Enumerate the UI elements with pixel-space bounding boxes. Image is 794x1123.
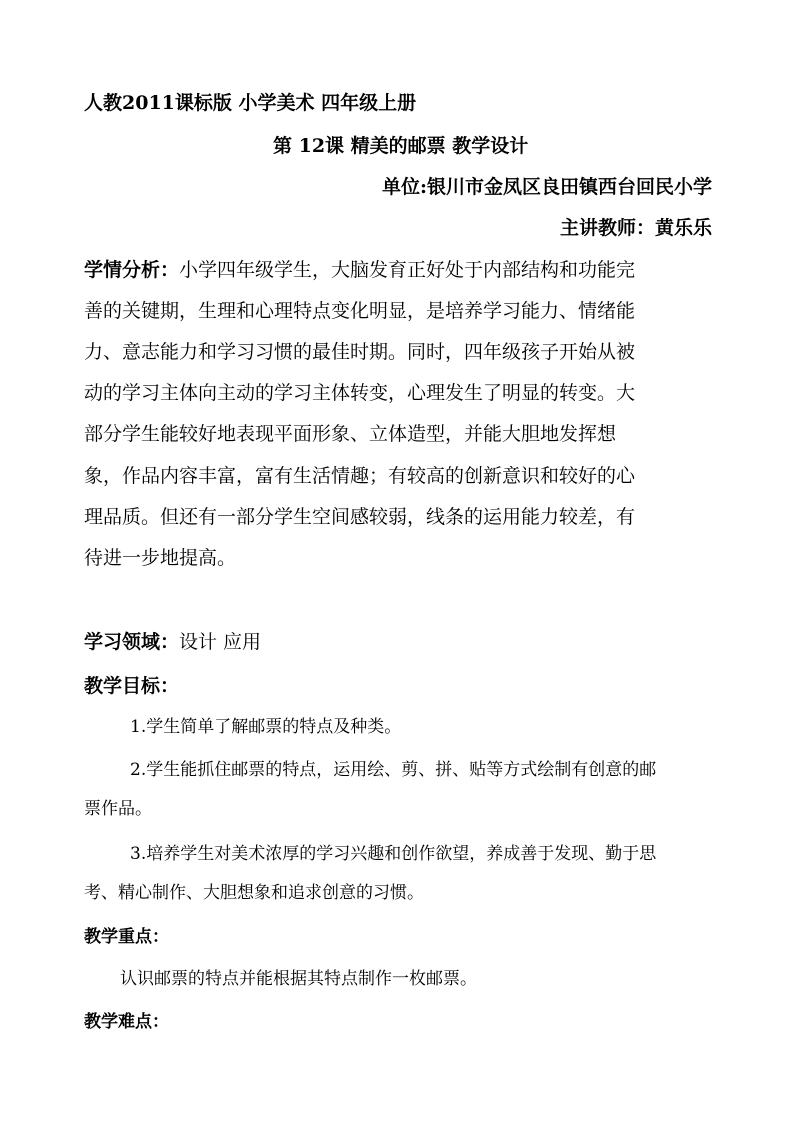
analysis-label: 学情分析： xyxy=(84,259,180,281)
goal-item: 1.学生简单了解邮票的特点及种类。 xyxy=(130,717,402,737)
analysis-line: 善的关键期，生理和心理特点变化明显，是培养学习能力、情绪能 xyxy=(84,300,636,322)
lesson-title: 第 12课 精美的邮票 教学设计 xyxy=(273,135,529,157)
difficulties-heading: 教学难点： xyxy=(84,1012,169,1032)
series-line: 人教2011课标版 小学美术 四年级上册 xyxy=(84,92,417,114)
analysis-text: 小学四年级学生，大脑发育正好处于内部结构和功能完 xyxy=(179,259,636,281)
goal-item: 2.学生能抓住邮票的特点，运用绘、剪、拼、贴等方式绘制有创意的邮 xyxy=(130,760,657,780)
analysis-line: 理品质。但还有一部分学生空间感较弱，线条的运用能力较差，有 xyxy=(84,506,636,528)
analysis-line: 动的学习主体向主动的学习主体转变，心理发生了明显的转变。大 xyxy=(84,382,636,404)
analysis-line: 部分学生能较好地表现平面形象、立体造型，并能大胆地发挥想 xyxy=(84,423,617,445)
teacher-name: 主讲教师：黄乐乐 xyxy=(559,217,712,239)
analysis-line: 象，作品内容丰富，富有生活情趣；有较高的创新意识和较好的心 xyxy=(84,465,636,487)
school-unit: 单位:银川市金凤区良田镇西台回民小学 xyxy=(381,176,712,198)
domain-value: 设计 应用 xyxy=(179,631,262,653)
learning-domain xyxy=(84,633,261,652)
analysis-line: 力、意志能力和学习习惯的最佳时期。同时，四年级孩子开始从被 xyxy=(84,341,636,363)
analysis-line: 待进一步地提高。 xyxy=(84,547,237,569)
analysis-line xyxy=(84,261,635,280)
key-points-heading: 教学重点： xyxy=(84,927,169,947)
goal-item-continued: 考、精心制作、大胆想象和追求创意的习惯。 xyxy=(84,883,424,903)
goal-item-continued: 票作品。 xyxy=(84,799,152,819)
goals-heading: 教学目标： xyxy=(84,675,180,697)
domain-label: 学习领域： xyxy=(84,631,180,653)
key-points-text: 认识邮票的特点并能根据其特点制作一枚邮票。 xyxy=(120,969,477,989)
goal-item: 3.培养学生对美术浓厚的学习兴趣和创作欲望，养成善于发现、勤于思 xyxy=(130,844,657,864)
